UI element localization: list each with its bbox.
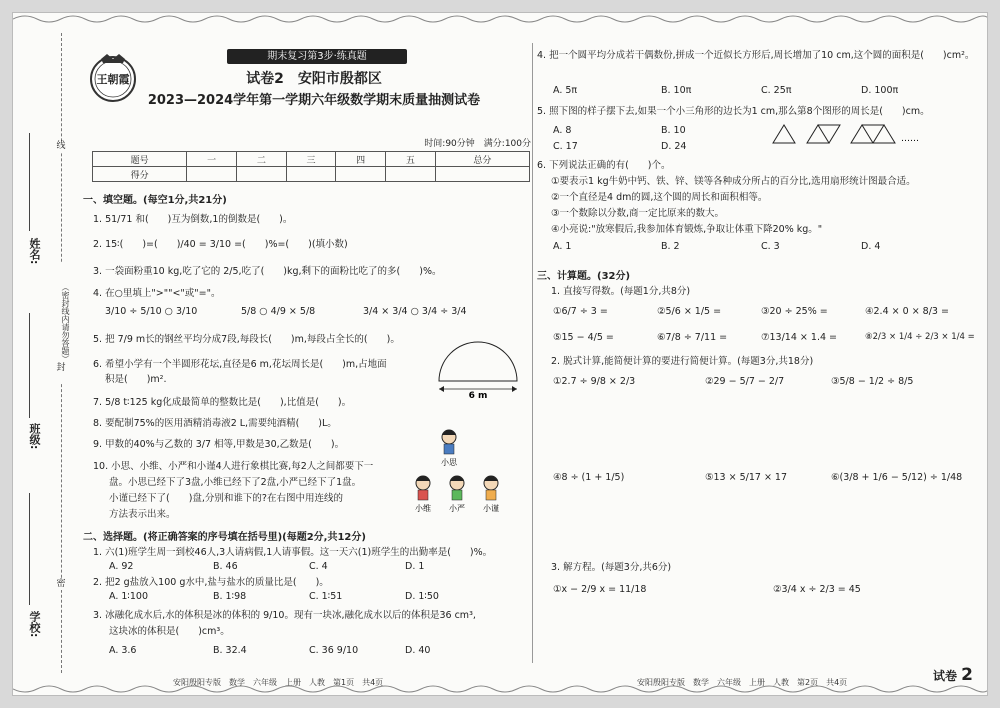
score-header-cell: 二: [236, 152, 286, 167]
logo-text: 王朝霞: [96, 73, 130, 86]
score-header-cell: 五: [386, 152, 436, 167]
choice-q1-option[interactable]: C. 4: [309, 561, 328, 572]
calc-q1-item[interactable]: ③20 ÷ 25% =: [761, 306, 828, 317]
class-line[interactable]: [29, 313, 30, 418]
choice-q2-option[interactable]: B. 1∶98: [213, 591, 247, 602]
fill-q4a[interactable]: 3/10 ÷ 5/10 ○ 3/10: [105, 306, 198, 317]
fill-q10c[interactable]: 小谨已经下了( )盘,分别和谁下的?在右图中用连线的: [109, 493, 343, 504]
choice-q3-option[interactable]: B. 32.4: [213, 645, 247, 656]
kid-icon-xiaoyan: [449, 476, 465, 513]
fill-q6a[interactable]: 6. 希望小学有一个半圆形花坛,直径是6 m,花坛周长是( )m,占地面: [93, 359, 387, 370]
fill-q10d: 方法表示出来。: [109, 509, 176, 520]
choice-q6-option[interactable]: B. 2: [661, 241, 680, 252]
score-header-cell: 三: [286, 152, 336, 167]
time-score-info: 时间:90分钟 满分:100分: [424, 139, 531, 149]
calc-q2-item[interactable]: ④8 ÷ (1 + 1/5): [553, 472, 625, 483]
class-label: 班级:: [28, 423, 41, 450]
fill-q4c[interactable]: 3/4 × 3/4 ○ 3/4 ÷ 3/4: [363, 306, 467, 317]
calc-q1-item[interactable]: ⑦13/14 × 1.4 =: [761, 332, 837, 343]
choice-q4[interactable]: 4. 把一个圆平均分成若干偶数份,拼成一个近似长方形后,周长增加了10 cm,这个圆的面积是( )cm²。: [537, 50, 975, 61]
kid-label: 小谨: [483, 504, 499, 513]
calc-q2: 2. 脱式计算,能简便计算的要进行简便计算。(每题3分,共18分): [551, 356, 814, 367]
school-line[interactable]: [29, 493, 30, 605]
kid-icon-xiaowei: [415, 476, 431, 513]
score-cell[interactable]: [286, 167, 336, 182]
choice-q1-option[interactable]: A. 92: [109, 561, 134, 572]
calc-q1: 1. 直接写得数。(每题1分,共8分): [551, 286, 691, 297]
choice-q2-option[interactable]: C. 1∶51: [309, 591, 343, 602]
choice-q3b[interactable]: 这块冰的体积是( )cm³。: [109, 626, 230, 637]
calc-q3: 3. 解方程。(每题3分,共6分): [551, 562, 672, 573]
choice-q6-option[interactable]: D. 4: [861, 241, 881, 252]
score-row-label: 得分: [93, 167, 187, 182]
section-calc-title: 三、计算题。(32分): [537, 271, 631, 282]
fill-q4: 4. 在○里填上">""<"或"="。: [93, 288, 221, 299]
calc-q1-item[interactable]: ⑤15 − 4/5 =: [553, 332, 614, 343]
choice-q3-option[interactable]: D. 40: [405, 645, 431, 656]
choice-q4-option[interactable]: C. 25π: [761, 85, 792, 96]
calc-q2-item[interactable]: ⑥(3/8 + 1/6 − 5/12) ÷ 1/48: [831, 472, 963, 483]
choice-q3-option[interactable]: A. 3.6: [109, 645, 137, 656]
choice-q4-option[interactable]: A. 5π: [553, 85, 578, 96]
choice-q5-option[interactable]: B. 10: [661, 125, 686, 136]
pattern-ellipsis: ……: [901, 134, 919, 144]
choice-q4-option[interactable]: B. 10π: [661, 85, 692, 96]
calc-q3-item[interactable]: ①x − 2/9 x = 11/18: [553, 584, 647, 595]
choice-q5-option[interactable]: C. 17: [553, 141, 578, 152]
choice-q6-option[interactable]: C. 3: [761, 241, 780, 252]
chess-players-figure[interactable]: [407, 425, 517, 525]
kid-label: 小维: [415, 504, 431, 513]
name-line[interactable]: [29, 133, 30, 231]
score-cell[interactable]: [187, 167, 237, 182]
choice-q6-item: ③一个数除以分数,商一定比原来的数大。: [551, 208, 725, 219]
calc-q2-item[interactable]: ③5/8 − 1/2 ÷ 8/5: [831, 376, 914, 387]
calc-q2-item[interactable]: ②29 − 5/7 − 2/7: [705, 376, 785, 387]
fill-q2[interactable]: 2. 15∶( )=( )/40 = 3/10 =( )%=( )(填小数): [93, 239, 348, 250]
calc-q1-item[interactable]: ①6/7 ÷ 3 =: [553, 306, 608, 317]
score-cell[interactable]: [336, 167, 386, 182]
seal-notice: （密封线内请勿答题）: [51, 263, 71, 383]
exam-title: 试卷2 安阳市殷都区: [246, 71, 382, 87]
score-header-cell: 题号: [93, 152, 187, 167]
fill-q6b[interactable]: 积是( )m².: [105, 374, 167, 385]
calc-q2-item[interactable]: ⑤13 × 5/17 × 17: [705, 472, 788, 483]
choice-q2-option[interactable]: A. 1∶100: [109, 591, 149, 602]
choice-q6-option[interactable]: A. 1: [553, 241, 572, 252]
calc-q2-item[interactable]: ①2.7 ÷ 9/8 × 2/3: [553, 376, 636, 387]
kid-label: 小思: [441, 458, 457, 467]
fill-q8[interactable]: 8. 要配制75%的医用酒精消毒液2 L,需要纯酒精( )L。: [93, 418, 337, 429]
cut-mark: 密: [51, 579, 71, 590]
exam-sheet: [12, 12, 988, 696]
quiz-label: 试卷: [932, 669, 957, 683]
choice-q6-item: ①要表示1 kg牛奶中钙、铁、锌、镁等各种成分所占的百分比,选用扇形统计图最合适。: [551, 176, 916, 187]
choice-q5-option[interactable]: A. 8: [553, 125, 572, 136]
choice-q5[interactable]: 5. 照下图的样子摆下去,如果一个小三角形的边长为1 cm,那么第8个图形的周长是( )cm。: [537, 106, 930, 117]
semicircle-figure: [433, 339, 523, 399]
fill-q5[interactable]: 5. 把 7/9 m长的钢丝平均分成7段,每段长( )m,每段占全长的( )。: [93, 334, 400, 345]
step-banner: 期末复习第3步·练真题: [227, 49, 407, 64]
calc-q1-item[interactable]: ⑥7/8 ÷ 7/11 =: [657, 332, 728, 343]
kid-icon-xiaosi: [441, 430, 458, 467]
fill-q1[interactable]: 1. 51/71 和( )互为倒数,1的倒数是( )。: [93, 214, 293, 225]
binding-strip: [17, 33, 77, 673]
choice-q6[interactable]: 6. 下列说法正确的有( )个。: [537, 160, 671, 171]
choice-q6-item: ④小亮说:"放寒假后,我参加体育锻炼,争取让体重下降20% kg。": [551, 224, 823, 235]
quiz-number: 2: [961, 665, 973, 685]
quiz-number-badge: [933, 665, 973, 685]
score-cell[interactable]: [435, 167, 529, 182]
cut-mark: 线: [51, 141, 71, 152]
score-table: [92, 151, 530, 182]
score-cell[interactable]: [386, 167, 436, 182]
fill-q9[interactable]: 9. 甲数的40%与乙数的 3/7 相等,甲数是30,乙数是( )。: [93, 439, 345, 450]
diameter-label: 6 m: [468, 391, 488, 401]
fill-q3[interactable]: 3. 一袋面粉重10 kg,吃了它的 2/5,吃了( )kg,剩下的面粉比吃了的多( )%。: [93, 266, 442, 277]
calc-q3-item[interactable]: ②3/4 x ÷ 2/3 = 45: [773, 584, 861, 595]
kid-icon-xiaojin: [483, 476, 499, 513]
exam-subtitle: 2023—2024学年第一学期六年级数学期末质量抽测试卷: [147, 93, 481, 108]
cut-mark: 封: [51, 363, 71, 374]
choice-q2-option[interactable]: D. 1∶50: [405, 591, 439, 602]
top-wave-border: [13, 13, 988, 23]
fill-q10a: 10. 小思、小维、小严和小谨4人进行象棋比赛,每2人之间都要下一: [93, 461, 374, 472]
fill-q7[interactable]: 7. 5/8 t∶125 kg化成最简单的整数比是( ),比值是( )。: [93, 397, 352, 408]
choice-q4-option[interactable]: D. 100π: [861, 85, 899, 96]
calc-q1-item[interactable]: ④2.4 × 0 × 8/3 =: [865, 306, 949, 317]
choice-q2[interactable]: 2. 把2 g盐放入100 g水中,盐与盐水的质量比是( )。: [93, 577, 329, 588]
column-divider: [532, 43, 533, 663]
fill-q10b: 盘。小思已经下了3盘,小维已经下了2盘,小严已经下了1盘。: [109, 477, 362, 488]
choice-q1-option[interactable]: D. 1: [405, 561, 425, 572]
choice-q5-option[interactable]: D. 24: [661, 141, 687, 152]
triangle-pattern-figure: [773, 121, 943, 145]
section-choice-title: 二、选择题。(将正确答案的序号填在括号里)(每题2分,共12分): [83, 532, 366, 543]
score-header-cell: 总分: [435, 152, 529, 167]
choice-q6-item: ②一个直径是4 dm的圆,这个圆的周长和面积相等。: [551, 192, 768, 203]
calc-q1-item[interactable]: ②5/6 × 1/5 =: [657, 306, 722, 317]
choice-q1-option[interactable]: B. 46: [213, 561, 238, 572]
fill-q4b[interactable]: 5/8 ○ 4/9 × 5/8: [241, 306, 316, 317]
score-header-cell: 四: [336, 152, 386, 167]
footer-left: 安阳殷阳专版 数学 六年级 上册 人教 第1页 共4页: [173, 678, 384, 687]
choice-q3-option[interactable]: C. 36 9/10: [309, 645, 359, 656]
choice-q1[interactable]: 1. 六(1)班学生周一到校46人,3人请病假,1人请事假。这一天六(1)班学生的出勤率是( )%。: [93, 547, 493, 558]
kid-label: 小严: [449, 504, 465, 513]
calc-q1-item[interactable]: ⑧2/3 × 1/4 ÷ 2/3 × 1/4 =: [865, 332, 975, 342]
score-cell[interactable]: [236, 167, 286, 182]
section-fill-title: 一、填空题。(每空1分,共21分): [83, 195, 227, 206]
footer-right: 安阳殷阳专版 数学 六年级 上册 人教 第2页 共4页: [637, 678, 848, 687]
score-header-cell: 一: [187, 152, 237, 167]
name-label: 姓名:: [28, 238, 41, 265]
school-label: 学校:: [28, 611, 41, 638]
choice-q3a: 3. 冰融化成水后,水的体积是冰的体积的 9/10。现有一块冰,融化成水以后的体积是36 cm³,: [93, 610, 476, 621]
